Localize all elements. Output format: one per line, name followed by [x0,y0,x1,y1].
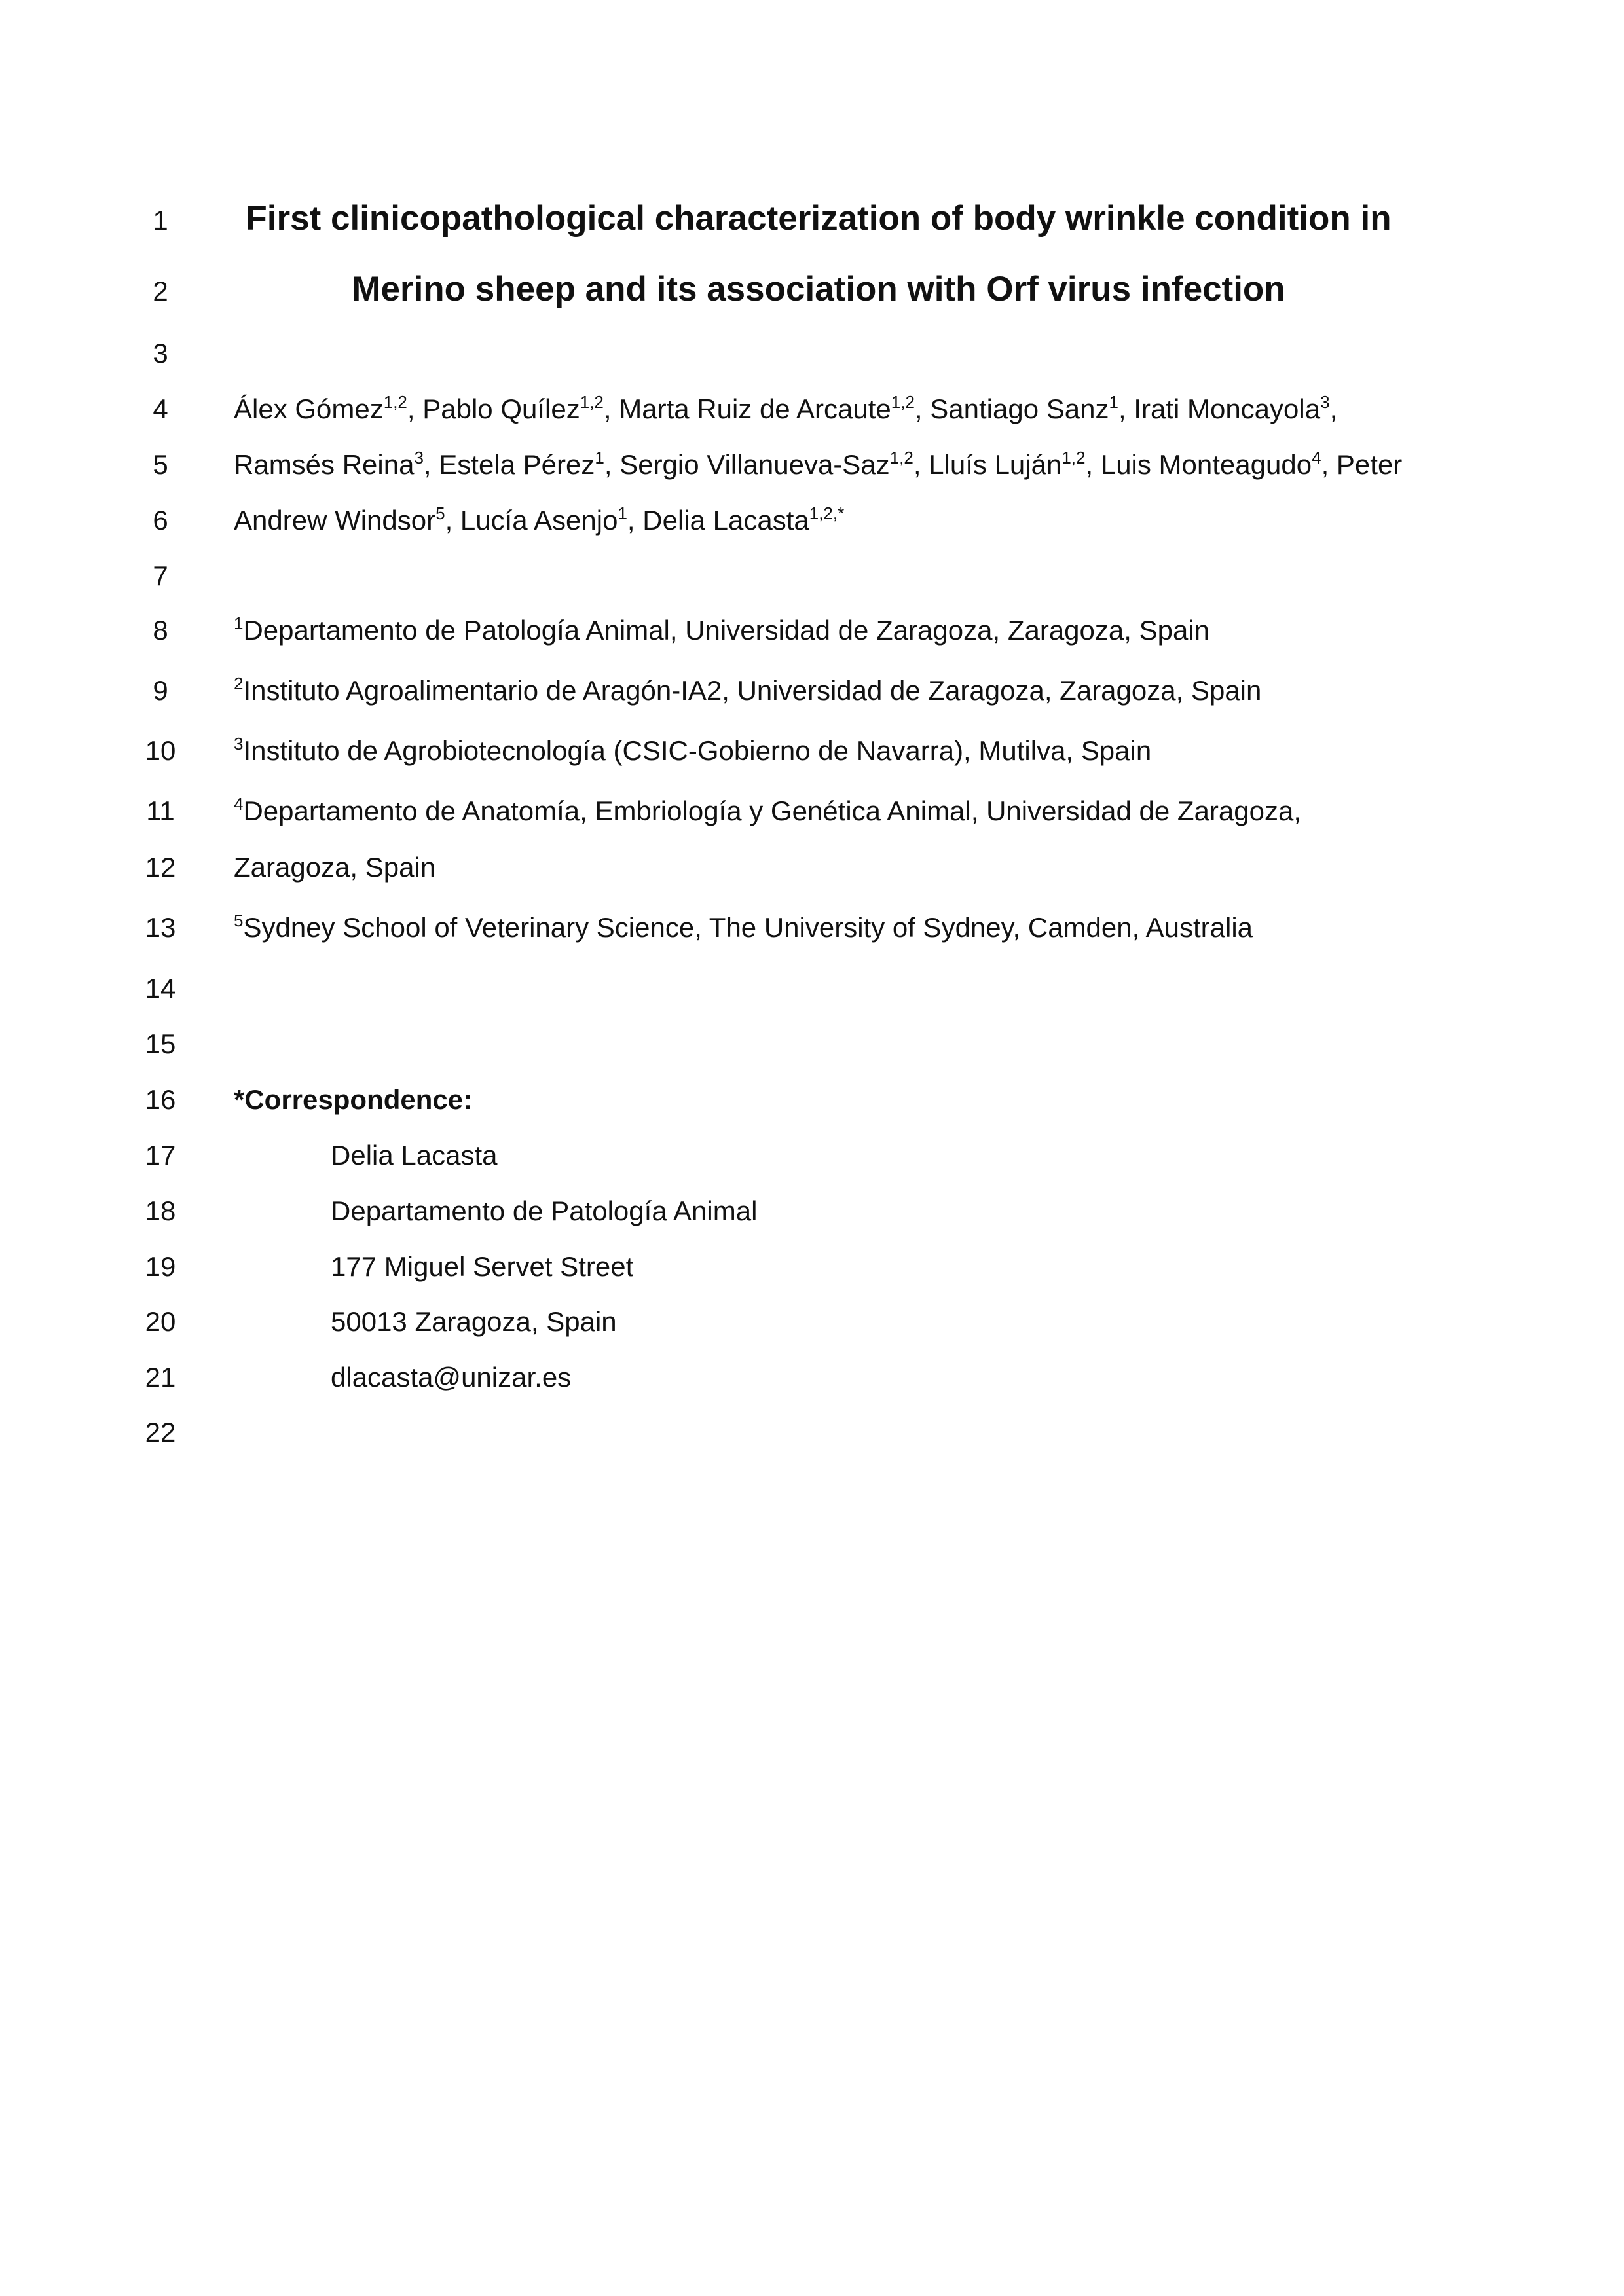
line-number: 11 [146,795,175,826]
author-affiliation: 1,2 [580,392,604,412]
line-number: 2 [153,276,168,306]
author-affiliation: 1,2,* [809,503,845,523]
correspondence-department: Departamento de Patología Animal [331,1195,758,1226]
author-name: Lluís Luján [929,449,1062,480]
line-number: 1 [153,205,168,236]
author-affiliation: 5 [435,503,445,523]
separator: , [445,505,460,536]
author-affiliation: 1 [1109,392,1118,412]
author-affiliation: 1,2 [889,448,913,467]
separator: , [1118,393,1134,424]
correspondence-street: 177 Miguel Servet Street [331,1251,634,1282]
line-number: 3 [153,338,168,369]
line-number: 22 [145,1417,176,1448]
author-name: Irati Moncayola [1134,393,1321,424]
line-number: 5 [153,449,168,480]
author-name: Álex Gómez [234,393,384,424]
affiliation-item [234,911,1253,944]
separator: , [603,393,619,424]
separator: , [423,449,439,480]
line-number: 15 [145,1029,176,1059]
affiliation-text: Instituto de Agrobiotecnología (CSIC-Gobierno de Navarra), Mutilva, Spain [243,735,1152,766]
correspondence-heading: *Correspondence: [234,1084,473,1115]
line-number: 14 [145,973,176,1004]
author-affiliation: 3 [414,448,424,467]
separator: , [913,449,929,480]
line-number: 12 [145,852,176,883]
author-name: Peter [1336,449,1403,480]
correspondence-email: dlacasta@unizar.es [331,1362,572,1393]
affiliation-number: 1 [234,613,244,633]
line-number: 9 [153,675,168,706]
separator: , [407,393,423,424]
line-number: 6 [153,505,168,536]
author-line [234,393,1337,426]
separator: , [1321,449,1337,480]
separator: , [1329,393,1338,424]
affiliation-text: Departamento de Patología Animal, Universidad de Zaragoza, Zaragoza, Spain [243,615,1210,646]
affiliation-number: 2 [234,674,244,693]
author-name: Luis Monteagudo [1100,449,1312,480]
author-name: Pablo Quílez [422,393,580,424]
author-line [234,448,1402,481]
line-number: 20 [145,1306,176,1337]
author-name: Santiago Sanz [930,393,1109,424]
separator: , [914,393,931,424]
affiliation-number: 4 [234,794,244,814]
affiliation-text: Instituto Agroalimentario de Aragón-IA2, Universidad de Zaragoza, Zaragoza, Spain [243,675,1262,706]
author-affiliation: 1 [595,448,604,467]
author-affiliation: 1,2 [891,392,915,412]
line-number: 7 [153,560,168,591]
affiliation-text: Sydney School of Veterinary Science, The University of Sydney, Camden, Australia [243,912,1253,943]
author-line [234,504,844,537]
author-name: Estela Pérez [439,449,595,480]
paper-title-line-1: First clinicopathological characterization of body wrinkle condition in [246,199,1392,238]
affiliation-item [234,735,1151,767]
author-affiliation: 1,2 [383,392,407,412]
correspondence-name: Delia Lacasta [331,1140,498,1171]
paper-title-line-2: Merino sheep and its association with Orf virus infection [352,270,1285,308]
affiliation-number: 3 [234,734,244,754]
line-number: 21 [145,1362,176,1393]
author-affiliation: 4 [1312,448,1321,467]
affiliation-item [234,674,1261,707]
author-name: Andrew Windsor [234,505,436,536]
line-number: 16 [145,1084,176,1115]
line-number: 10 [145,735,176,766]
line-number: 19 [145,1251,176,1282]
line-number: 13 [145,912,176,943]
line-number: 4 [153,393,168,424]
separator: , [604,449,620,480]
line-number: 8 [153,615,168,646]
line-number: 18 [145,1195,176,1226]
author-name: Delia Lacasta [642,505,809,536]
separator: , [1085,449,1101,480]
author-name: Lucía Asenjo [460,505,618,536]
affiliation-item [234,795,1301,828]
author-name: Ramsés Reina [234,449,415,480]
author-name: Marta Ruiz de Arcaute [619,393,891,424]
affiliation-continuation: Zaragoza, Spain [234,852,436,883]
affiliation-number: 5 [234,911,244,930]
author-name: Sergio Villanueva-Saz [619,449,890,480]
author-affiliation: 1 [618,503,627,523]
affiliation-text: Departamento de Anatomía, Embriología y Genética Animal, Universidad de Zaragoza, [243,795,1302,826]
line-number: 17 [145,1140,176,1171]
affiliation-item [234,614,1209,647]
correspondence-city: 50013 Zaragoza, Spain [331,1306,617,1337]
author-affiliation: 1,2 [1061,448,1086,467]
separator: , [627,505,643,536]
author-affiliation: 3 [1320,392,1330,412]
